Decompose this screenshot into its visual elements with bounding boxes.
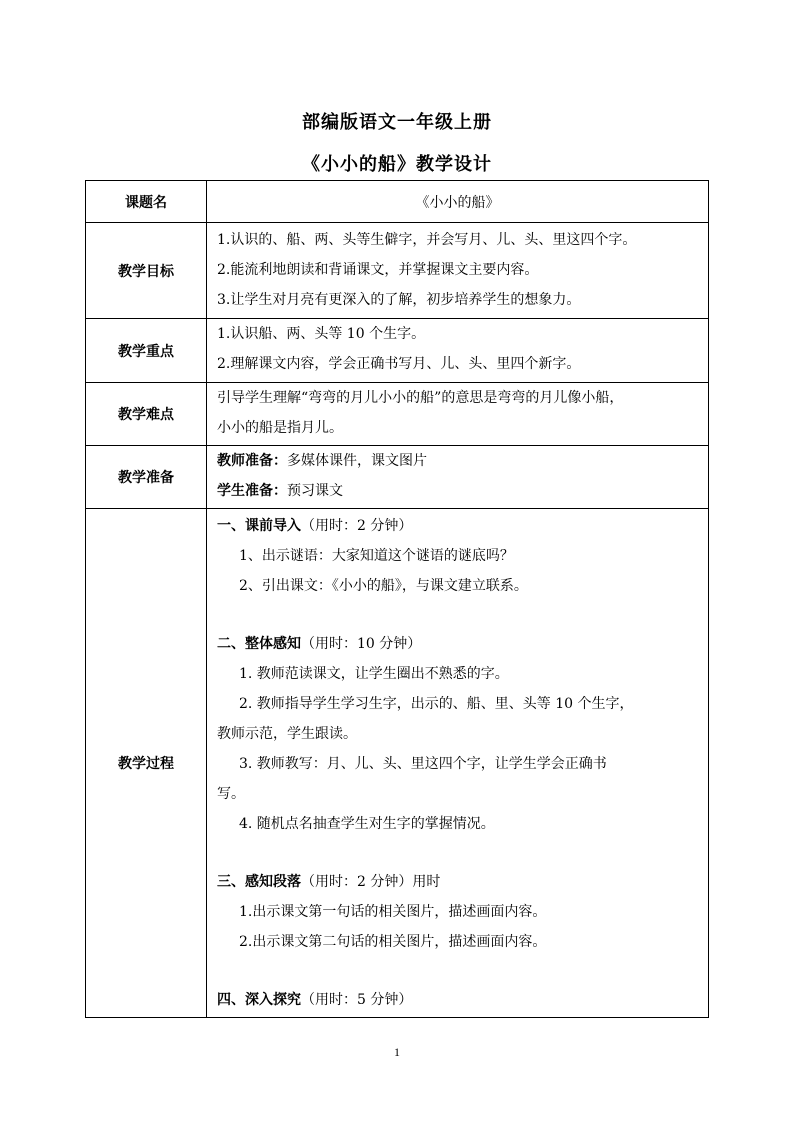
preparation-row bbox=[86, 446, 709, 509]
difficulty-cell bbox=[207, 383, 709, 446]
goals-row bbox=[86, 223, 709, 319]
key-points-cell bbox=[207, 319, 709, 383]
topic-row bbox=[86, 181, 709, 223]
section-time: （用时：5 分钟） bbox=[301, 992, 413, 1008]
key-point-item: 2.理解课文内容，学会正确书写月、儿、头、里四个新字。 bbox=[217, 356, 581, 372]
teacher-preparation-value: 多媒体课件，课文图片 bbox=[287, 453, 427, 469]
process-item: 2. 教师指导学生学习生字，出示的、船、里、头等 10 个生字， bbox=[239, 696, 634, 712]
section-heading bbox=[207, 511, 708, 541]
section-time: （用时：2 分钟） bbox=[301, 518, 413, 534]
process-label: 教学过程 bbox=[86, 509, 207, 1018]
goals-cell bbox=[207, 223, 709, 319]
section-heading bbox=[207, 629, 708, 659]
goal-item: 1.认识的、船、两、头等生僻字，并会写月、儿、头、里这四个字。 bbox=[217, 232, 637, 248]
topic-value: 《小小的船》 bbox=[207, 181, 709, 223]
section-time: （用时：2 分钟）用时 bbox=[301, 874, 441, 890]
key-points-row bbox=[86, 319, 709, 383]
spacer bbox=[207, 839, 708, 867]
preparation-label: 教学准备 bbox=[86, 446, 207, 509]
difficulty-line: 小小的船是指月儿。 bbox=[217, 420, 343, 436]
key-point-item: 1.认识船、两、头等 10 个生字。 bbox=[217, 326, 426, 342]
document-subtitle: 《小小的船》教学设计 bbox=[302, 154, 492, 175]
section-title: 三、感知段落 bbox=[217, 874, 301, 890]
section-title: 四、深入探究 bbox=[217, 992, 301, 1008]
difficulty-label: 教学难点 bbox=[86, 383, 207, 446]
preparation-cell bbox=[207, 446, 709, 509]
topic-label: 课题名 bbox=[86, 181, 207, 223]
goals-label: 教学目标 bbox=[86, 223, 207, 319]
goal-item: 3.让学生对月亮有更深入的了解，初步培养学生的想象力。 bbox=[217, 292, 581, 308]
process-item: 1、出示谜语：大家知道这个谜语的谜底吗？ bbox=[239, 548, 514, 564]
section-title: 二、整体感知 bbox=[217, 636, 301, 652]
goal-item: 2.能流利地朗读和背诵课文，并掌握课文主要内容。 bbox=[217, 262, 539, 278]
process-item: 3. 教师教写：月、儿、头、里这四个字，让学生学会正确书 bbox=[239, 756, 607, 772]
process-row bbox=[86, 509, 709, 1018]
key-points-label: 教学重点 bbox=[86, 319, 207, 383]
process-item: 2.出示课文第二句话的相关图片，描述画面内容。 bbox=[239, 934, 547, 950]
section-heading bbox=[207, 985, 708, 1015]
student-preparation-label: 学生准备： bbox=[217, 483, 287, 499]
section-heading bbox=[207, 867, 708, 897]
spacer bbox=[207, 601, 708, 629]
process-item: 4. 随机点名抽查学生对生字的掌握情况。 bbox=[239, 816, 495, 832]
process-cell bbox=[207, 509, 709, 1018]
page-number: 1 bbox=[394, 1045, 400, 1059]
process-item-continuation: 写。 bbox=[217, 786, 245, 802]
process-item: 2、引出课文：《小小的船》，与课文建立联系。 bbox=[239, 578, 528, 594]
student-preparation-value: 预习课文 bbox=[287, 483, 343, 499]
process-item: 1.出示课文第一句话的相关图片，描述画面内容。 bbox=[239, 904, 547, 920]
teacher-preparation-label: 教师准备： bbox=[217, 453, 287, 469]
process-item-continuation: 教师示范，学生跟读。 bbox=[217, 726, 357, 742]
document-title: 部编版语文一年级上册 bbox=[302, 112, 492, 133]
teacher-preparation bbox=[207, 446, 708, 476]
spacer bbox=[207, 957, 708, 985]
difficulty-line: 引导学生理解“弯弯的月儿小小的船”的意思是弯弯的月儿像小船， bbox=[217, 390, 624, 406]
lesson-plan-table bbox=[85, 180, 709, 1018]
section-title: 一、课前导入 bbox=[217, 518, 301, 534]
difficulty-row bbox=[86, 383, 709, 446]
process-item: 1. 教师范读课文，让学生圈出不熟悉的字。 bbox=[239, 666, 509, 682]
student-preparation bbox=[207, 476, 708, 506]
section-time: （用时：10 分钟） bbox=[301, 636, 422, 652]
